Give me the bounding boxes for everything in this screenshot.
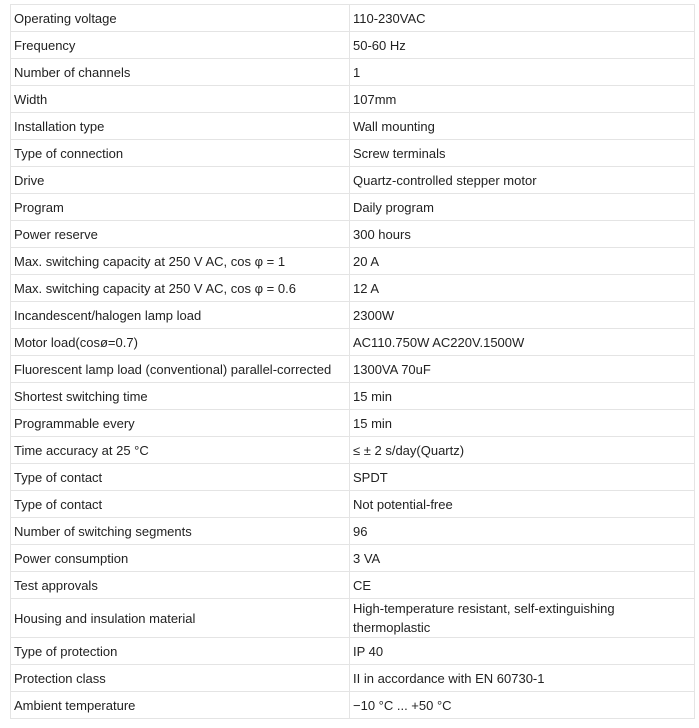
spec-value: 15 min — [350, 383, 695, 410]
table-row — [11, 140, 695, 167]
specifications-table — [10, 4, 695, 719]
table-row — [11, 437, 695, 464]
spec-value: 15 min — [350, 410, 695, 437]
table-row — [11, 518, 695, 545]
table-row — [11, 572, 695, 599]
table-row — [11, 194, 695, 221]
table-row — [11, 410, 695, 437]
spec-value: Not potential-free — [350, 491, 695, 518]
table-row — [11, 59, 695, 86]
spec-label: Max. switching capacity at 250 V AC, cos φ = 1 — [11, 248, 350, 275]
spec-value: IP 40 — [350, 638, 695, 665]
spec-value: 20 A — [350, 248, 695, 275]
table-row — [11, 221, 695, 248]
spec-label: Time accuracy at 25 °C — [11, 437, 350, 464]
spec-label: Type of contact — [11, 464, 350, 491]
spec-label: Width — [11, 86, 350, 113]
spec-label: Power consumption — [11, 545, 350, 572]
spec-label: Frequency — [11, 32, 350, 59]
spec-value: SPDT — [350, 464, 695, 491]
spec-label: Incandescent/halogen lamp load — [11, 302, 350, 329]
spec-value: ≤ ± 2 s/day(Quartz) — [350, 437, 695, 464]
spec-label: Motor load(cosø=0.7) — [11, 329, 350, 356]
spec-label: Type of protection — [11, 638, 350, 665]
spec-value: 1 — [350, 59, 695, 86]
table-row — [11, 302, 695, 329]
spec-value: 12 A — [350, 275, 695, 302]
spec-value: 50-60 Hz — [350, 32, 695, 59]
spec-value: −10 °C ... +50 °C — [350, 692, 695, 719]
spec-label: Power reserve — [11, 221, 350, 248]
spec-label: Installation type — [11, 113, 350, 140]
table-row — [11, 491, 695, 518]
spec-value: AC110.750W AC220V.1500W — [350, 329, 695, 356]
spec-label: Type of connection — [11, 140, 350, 167]
spec-label: Test approvals — [11, 572, 350, 599]
spec-label: Drive — [11, 167, 350, 194]
spec-label: Operating voltage — [11, 5, 350, 32]
table-row — [11, 383, 695, 410]
table-row — [11, 599, 695, 638]
spec-value: II in accordance with EN 60730-1 — [350, 665, 695, 692]
spec-label: Max. switching capacity at 250 V AC, cos φ = 0.6 — [11, 275, 350, 302]
table-row — [11, 692, 695, 719]
spec-label: Housing and insulation material — [11, 599, 350, 638]
table-row — [11, 32, 695, 59]
spec-label: Shortest switching time — [11, 383, 350, 410]
table-row — [11, 329, 695, 356]
spec-value: High-temperature resistant, self-extinguishing thermoplastic — [350, 599, 695, 638]
table-row — [11, 86, 695, 113]
spec-label: Fluorescent lamp load (conventional) parallel-corrected — [11, 356, 350, 383]
spec-value: 110-230VAC — [350, 5, 695, 32]
spec-label: Number of switching segments — [11, 518, 350, 545]
spec-label: Type of contact — [11, 491, 350, 518]
table-row — [11, 113, 695, 140]
table-row — [11, 464, 695, 491]
spec-value: 2300W — [350, 302, 695, 329]
table-row — [11, 275, 695, 302]
table-row — [11, 638, 695, 665]
spec-label: Program — [11, 194, 350, 221]
spec-label: Programmable every — [11, 410, 350, 437]
spec-value: 3 VA — [350, 545, 695, 572]
spec-label: Protection class — [11, 665, 350, 692]
spec-value: 107mm — [350, 86, 695, 113]
spec-label: Ambient temperature — [11, 692, 350, 719]
table-row — [11, 5, 695, 32]
spec-value: 300 hours — [350, 221, 695, 248]
spec-value: Quartz-controlled stepper motor — [350, 167, 695, 194]
spec-value: 1300VA 70uF — [350, 356, 695, 383]
table-row — [11, 665, 695, 692]
table-row — [11, 356, 695, 383]
table-row — [11, 167, 695, 194]
spec-label: Number of channels — [11, 59, 350, 86]
spec-value: CE — [350, 572, 695, 599]
spec-value: Wall mounting — [350, 113, 695, 140]
table-row — [11, 545, 695, 572]
table-row — [11, 248, 695, 275]
spec-value: Screw terminals — [350, 140, 695, 167]
spec-value: 96 — [350, 518, 695, 545]
spec-value: Daily program — [350, 194, 695, 221]
